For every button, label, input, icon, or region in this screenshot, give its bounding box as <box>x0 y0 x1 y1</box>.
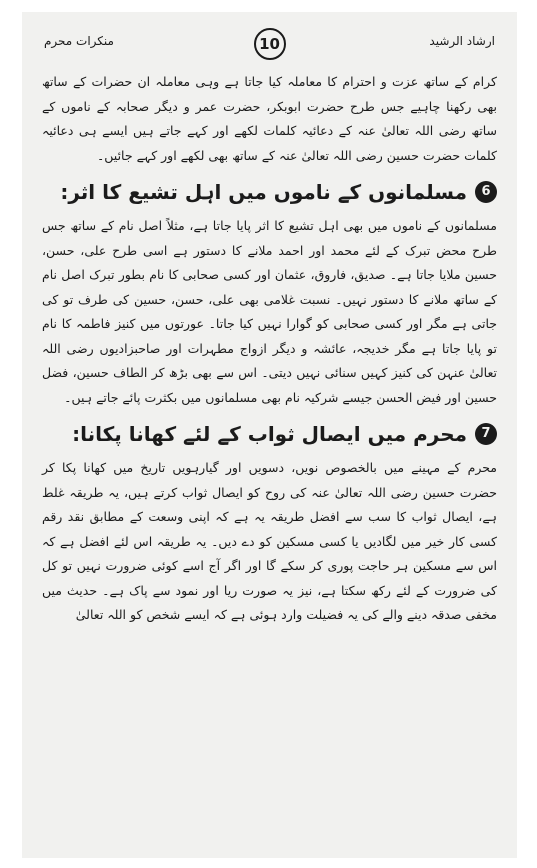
section-title: مسلمانوں کے ناموں میں اہل تشیع کا اثر: <box>60 180 467 204</box>
section-number-badge: 7 <box>475 423 497 445</box>
book-title: ارشاد الرشید <box>429 34 495 48</box>
paragraph: مسلمانوں کے ناموں میں بھی اہل تشیع کا اثر پایا جاتا ہے، مثلاً اصل نام کے ساتھ جس طرح محض تبرک کے لئے محمد اور احمد ملانے کا دستور ہے اسی طرح علی، حسن، حسین ملایا جاتا ہے۔ صدیق، فاروق، عثمان اور کسی صحابی کا نام بطور تبرک اصل نام کے ساتھ ملانے کا دستور نہیں۔ نسبت غلامی بھی علی، حسن، حسین کی طرف تو کی جاتی ہے مگر اور کسی صحابی کو گوارا نہیں کیا جاتا۔ عورتوں میں کنیز فاطمہ کا نام تو پایا جاتا ہے مگر خدیجہ، عائشہ و دیگر ازواج مطہرات اور صاحبزادیوں رضی اللہ تعالیٰ عنہن کی کنیز کہیں سنائی نہیں دیتی۔ اس سے بھی بڑھ کر الطاف حسین، فضل حسین اور فیض الحسن جیسے شرکیہ نام بھی مسلمانوں میں بکثرت پائے جاتے ہیں۔ <box>42 218 497 405</box>
section-heading <box>42 178 497 206</box>
chapter-title: منکرات محرم <box>44 34 114 48</box>
section-heading <box>42 420 497 448</box>
paragraph: محرم کے مہینے میں بالخصوص نویں، دسویں اور گیارہویں تاریخ میں کھانا پکا کر حضرت حسین رضی اللہ تعالیٰ عنہ کی روح کو ایصال ثواب کرتے ہیں، یہ طریقہ غلط ہے، ایصال ثواب کا سب سے افضل طریقہ یہ ہے کہ اپنی وسعت کے مطابق نقد رقم کسی کار خیر میں لگادیں یا کسی مسکین کو دے دیں۔ یہ طریقہ اس لئے افضل ہے کہ اس سے مسکین ہر حاجت پوری کر سکے گا اور اگر آج اسے کوئی ضرورت نہیں تو کل کی ضرورت کے لئے رکھ سکتا ہے، نیز یہ صورت ریا اور نمود سے پاک ہے۔ حدیث میں مخفی صدقہ دینے والے کی یہ فضیلت وارد ہوئی ہے کہ ایسے شخص کو اللہ تعالیٰ <box>42 460 497 622</box>
section-number-badge: 6 <box>475 181 497 203</box>
page-number: 10 <box>254 28 286 60</box>
page-header <box>42 28 497 70</box>
book-page <box>22 12 517 858</box>
section-title: محرم میں ایصال ثواب کے لئے کھانا پکانا: <box>72 422 467 446</box>
paragraph: کرام کے ساتھ عزت و احترام کا معاملہ کیا جاتا ہے وہی معاملہ ان حضرات کے ساتھ بھی رکھنا چاہیے جس طرح حضرت ابوبکر، حضرت عمر و دیگر صحابہ کے ناموں کے ساتھ رضی اللہ تعالیٰ عنہ کے دعائیہ کلمات لکھے اور کہے جاتے ہیں ایسے ہی دعائیہ کلمات حضرت حسین رضی اللہ تعالیٰ عنہ کے ساتھ بھی لکھے اور کہے جائیں۔ <box>42 74 497 163</box>
